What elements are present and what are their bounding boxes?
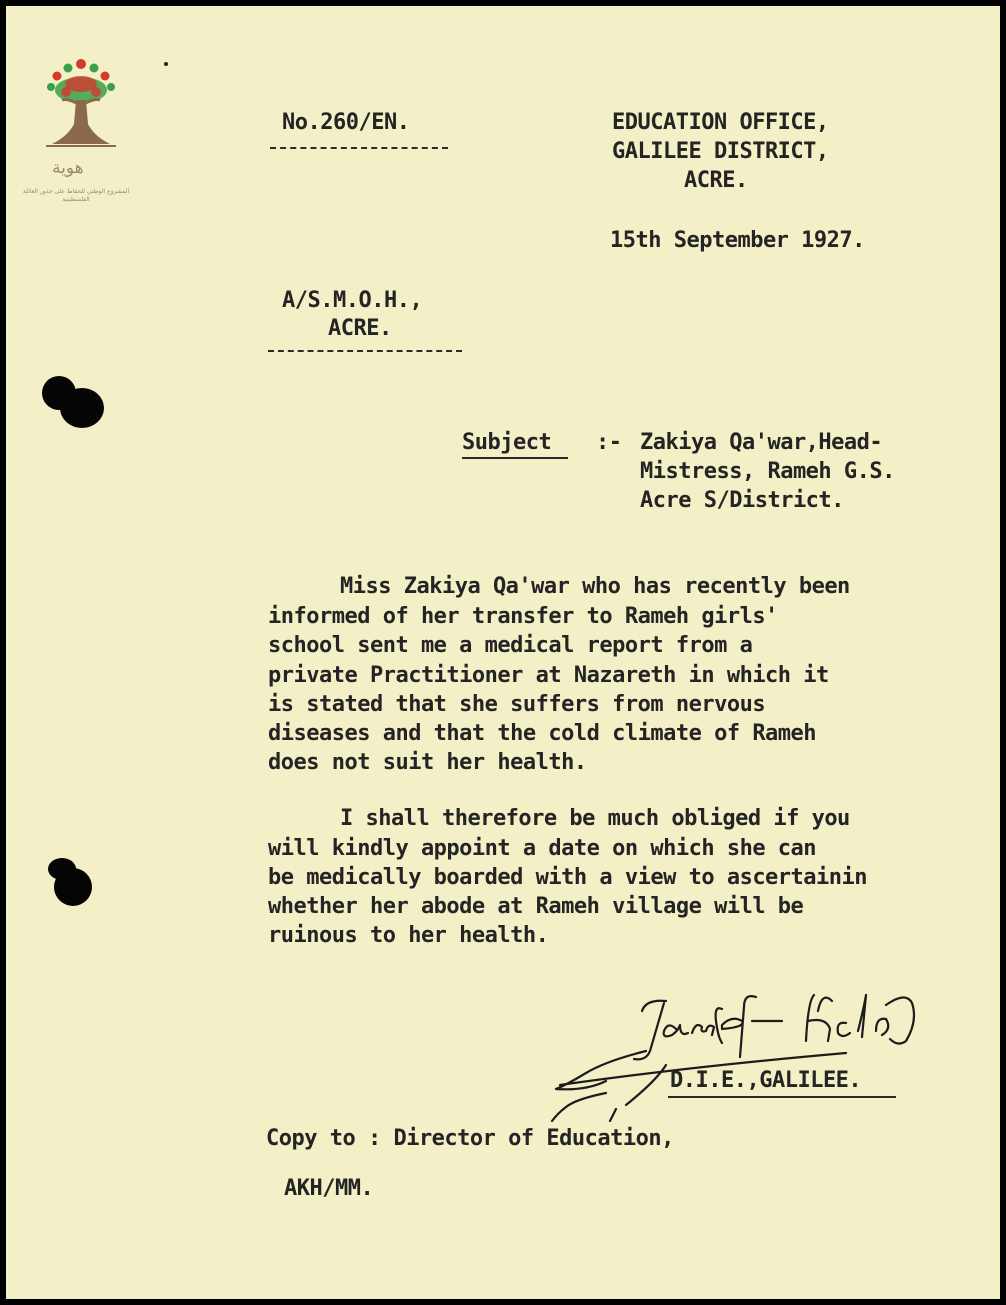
office-line-2: GALILEE DISTRICT,	[612, 139, 829, 164]
recipient-line-1: A/S.M.O.H.,	[282, 288, 423, 313]
reference-rule	[270, 147, 448, 149]
paragraph-2-line: be medically boarded with a view to ascertainin	[268, 865, 868, 890]
letter-page	[6, 6, 1000, 1299]
paragraph-1-line: school sent me a medical report from a	[268, 633, 753, 658]
letter-date: 15th September 1927.	[610, 228, 865, 253]
paragraph-2-line: whether her abode at Rameh village will be	[268, 894, 804, 919]
paragraph-2-line: ruinous to her health.	[268, 923, 549, 948]
paragraph-2-line: I shall therefore be much obliged if you	[340, 806, 850, 831]
subject-label: Subject	[462, 430, 552, 455]
logo-caption: المشروع الوطني للحفاظ على جذور العائلة الفلسطينية	[22, 188, 130, 203]
paragraph-1-line: does not suit her health.	[268, 750, 587, 775]
signatory-underline	[668, 1096, 896, 1098]
reference-number: No.260/EN.	[282, 110, 410, 135]
paragraph-1-line: informed of her transfer to Rameh girls'	[268, 604, 778, 629]
typist-initials: AKH/MM.	[284, 1176, 374, 1201]
paragraph-1-line: Miss Zakiya Qa'war who has recently been	[340, 574, 850, 599]
subject-separator: :-	[596, 430, 622, 455]
punch-hole-bottom-2	[54, 868, 92, 906]
logo-wordmark: هوية	[52, 158, 84, 178]
handwritten-signature	[546, 981, 986, 1131]
paragraph-1-line: private Practitioner at Nazareth in which it	[268, 663, 829, 688]
office-line-1: EDUCATION OFFICE,	[612, 110, 829, 135]
ink-speck	[164, 62, 168, 66]
subject-underline	[462, 457, 568, 459]
subject-line-1: Zakiya Qa'war,Head-	[640, 430, 883, 455]
office-line-3: ACRE.	[684, 168, 748, 193]
subject-line-3: Acre S/District.	[640, 488, 844, 513]
copy-to-line: Copy to : Director of Education,	[266, 1126, 674, 1151]
paragraph-2-line: will kindly appoint a date on which she can	[268, 836, 817, 861]
paragraph-1-line: diseases and that the cold climate of Rameh	[268, 721, 817, 746]
punch-hole-top-2	[60, 388, 104, 428]
signatory-title: D.I.E.,GALILEE.	[670, 1068, 862, 1093]
subject-line-2: Mistress, Rameh G.S.	[640, 459, 895, 484]
recipient-rule	[268, 350, 462, 352]
recipient-line-2: ACRE.	[328, 316, 392, 341]
paragraph-1-line: is stated that she suffers from nervous	[268, 692, 766, 717]
